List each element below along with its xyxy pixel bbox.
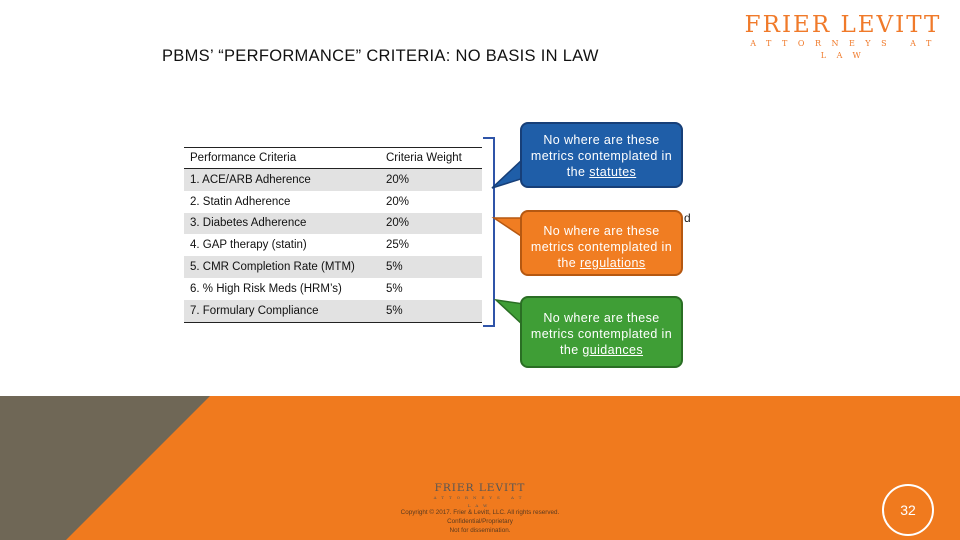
table-row — [184, 278, 482, 300]
criteria-cell: 3. Diabetes Adherence — [184, 213, 380, 235]
confidential-line: Confidential/Proprietary — [447, 518, 513, 525]
criteria-cell: 5. CMR Completion Rate (MTM) — [184, 256, 380, 278]
callout-keyword: statutes — [589, 165, 637, 179]
page-number: 32 — [882, 484, 934, 536]
footer-logo-name: FRIER LEVITT — [434, 482, 526, 494]
callout-text: No where are these metrics contemplated in the — [530, 311, 673, 357]
callout-text: No where are these metrics contemplated in the — [530, 133, 673, 179]
callout-keyword: guidances — [582, 343, 644, 357]
criteria-cell: 6. % High Risk Meds (HRM’s) — [190, 282, 342, 295]
criteria-table — [184, 147, 482, 323]
logo-name: FRIER LEVITT — [744, 12, 942, 38]
table-header-row — [184, 148, 482, 169]
callout-regulations — [520, 210, 683, 276]
stray-text: d — [684, 211, 691, 225]
weight-cell: 20% — [380, 169, 482, 191]
weight-cell: 5% — [380, 300, 482, 322]
copyright-line: Copyright © 2017. Frier & Levitt, LLC. All rights reserved. — [400, 509, 560, 516]
logo-subtitle: ATTORNEYS AT LAW — [750, 39, 942, 60]
criteria-cell: 7. Formulary Compliance — [184, 300, 380, 322]
copyright-notice — [360, 508, 600, 535]
callout-keyword: regulations — [579, 256, 646, 270]
weight-cell: 25% — [386, 239, 410, 252]
slide-title: PBMS’ “PERFORMANCE” CRITERIA: NO BASIS IN LAW — [162, 47, 599, 65]
table-row — [184, 256, 482, 278]
table-row — [184, 234, 482, 256]
table-row — [184, 191, 482, 213]
header-weight: Criteria Weight — [380, 148, 482, 169]
criteria-cell: 4. GAP therapy (statin) — [190, 239, 307, 252]
weight-cell: 20% — [386, 195, 410, 208]
footer-logo-subtitle: ATTORNEYS AT LAW — [433, 495, 527, 508]
callout-statutes — [520, 122, 683, 188]
callout-text: No where are these metrics contemplated in the — [530, 224, 673, 270]
weight-cell: 20% — [380, 213, 482, 235]
table-row — [184, 213, 482, 235]
dissemination-line: Not for dissemination. — [449, 527, 511, 534]
table-row — [184, 169, 482, 191]
header-criteria: Performance Criteria — [184, 148, 380, 169]
footer-logo — [420, 482, 540, 510]
table-row — [184, 300, 482, 322]
callout-guidances — [520, 296, 683, 368]
criteria-cell: 2. Statin Adherence — [190, 195, 291, 208]
company-logo — [736, 12, 950, 62]
weight-cell: 5% — [380, 256, 482, 278]
weight-cell: 5% — [386, 282, 403, 295]
criteria-cell: 1. ACE/ARB Adherence — [184, 169, 380, 191]
